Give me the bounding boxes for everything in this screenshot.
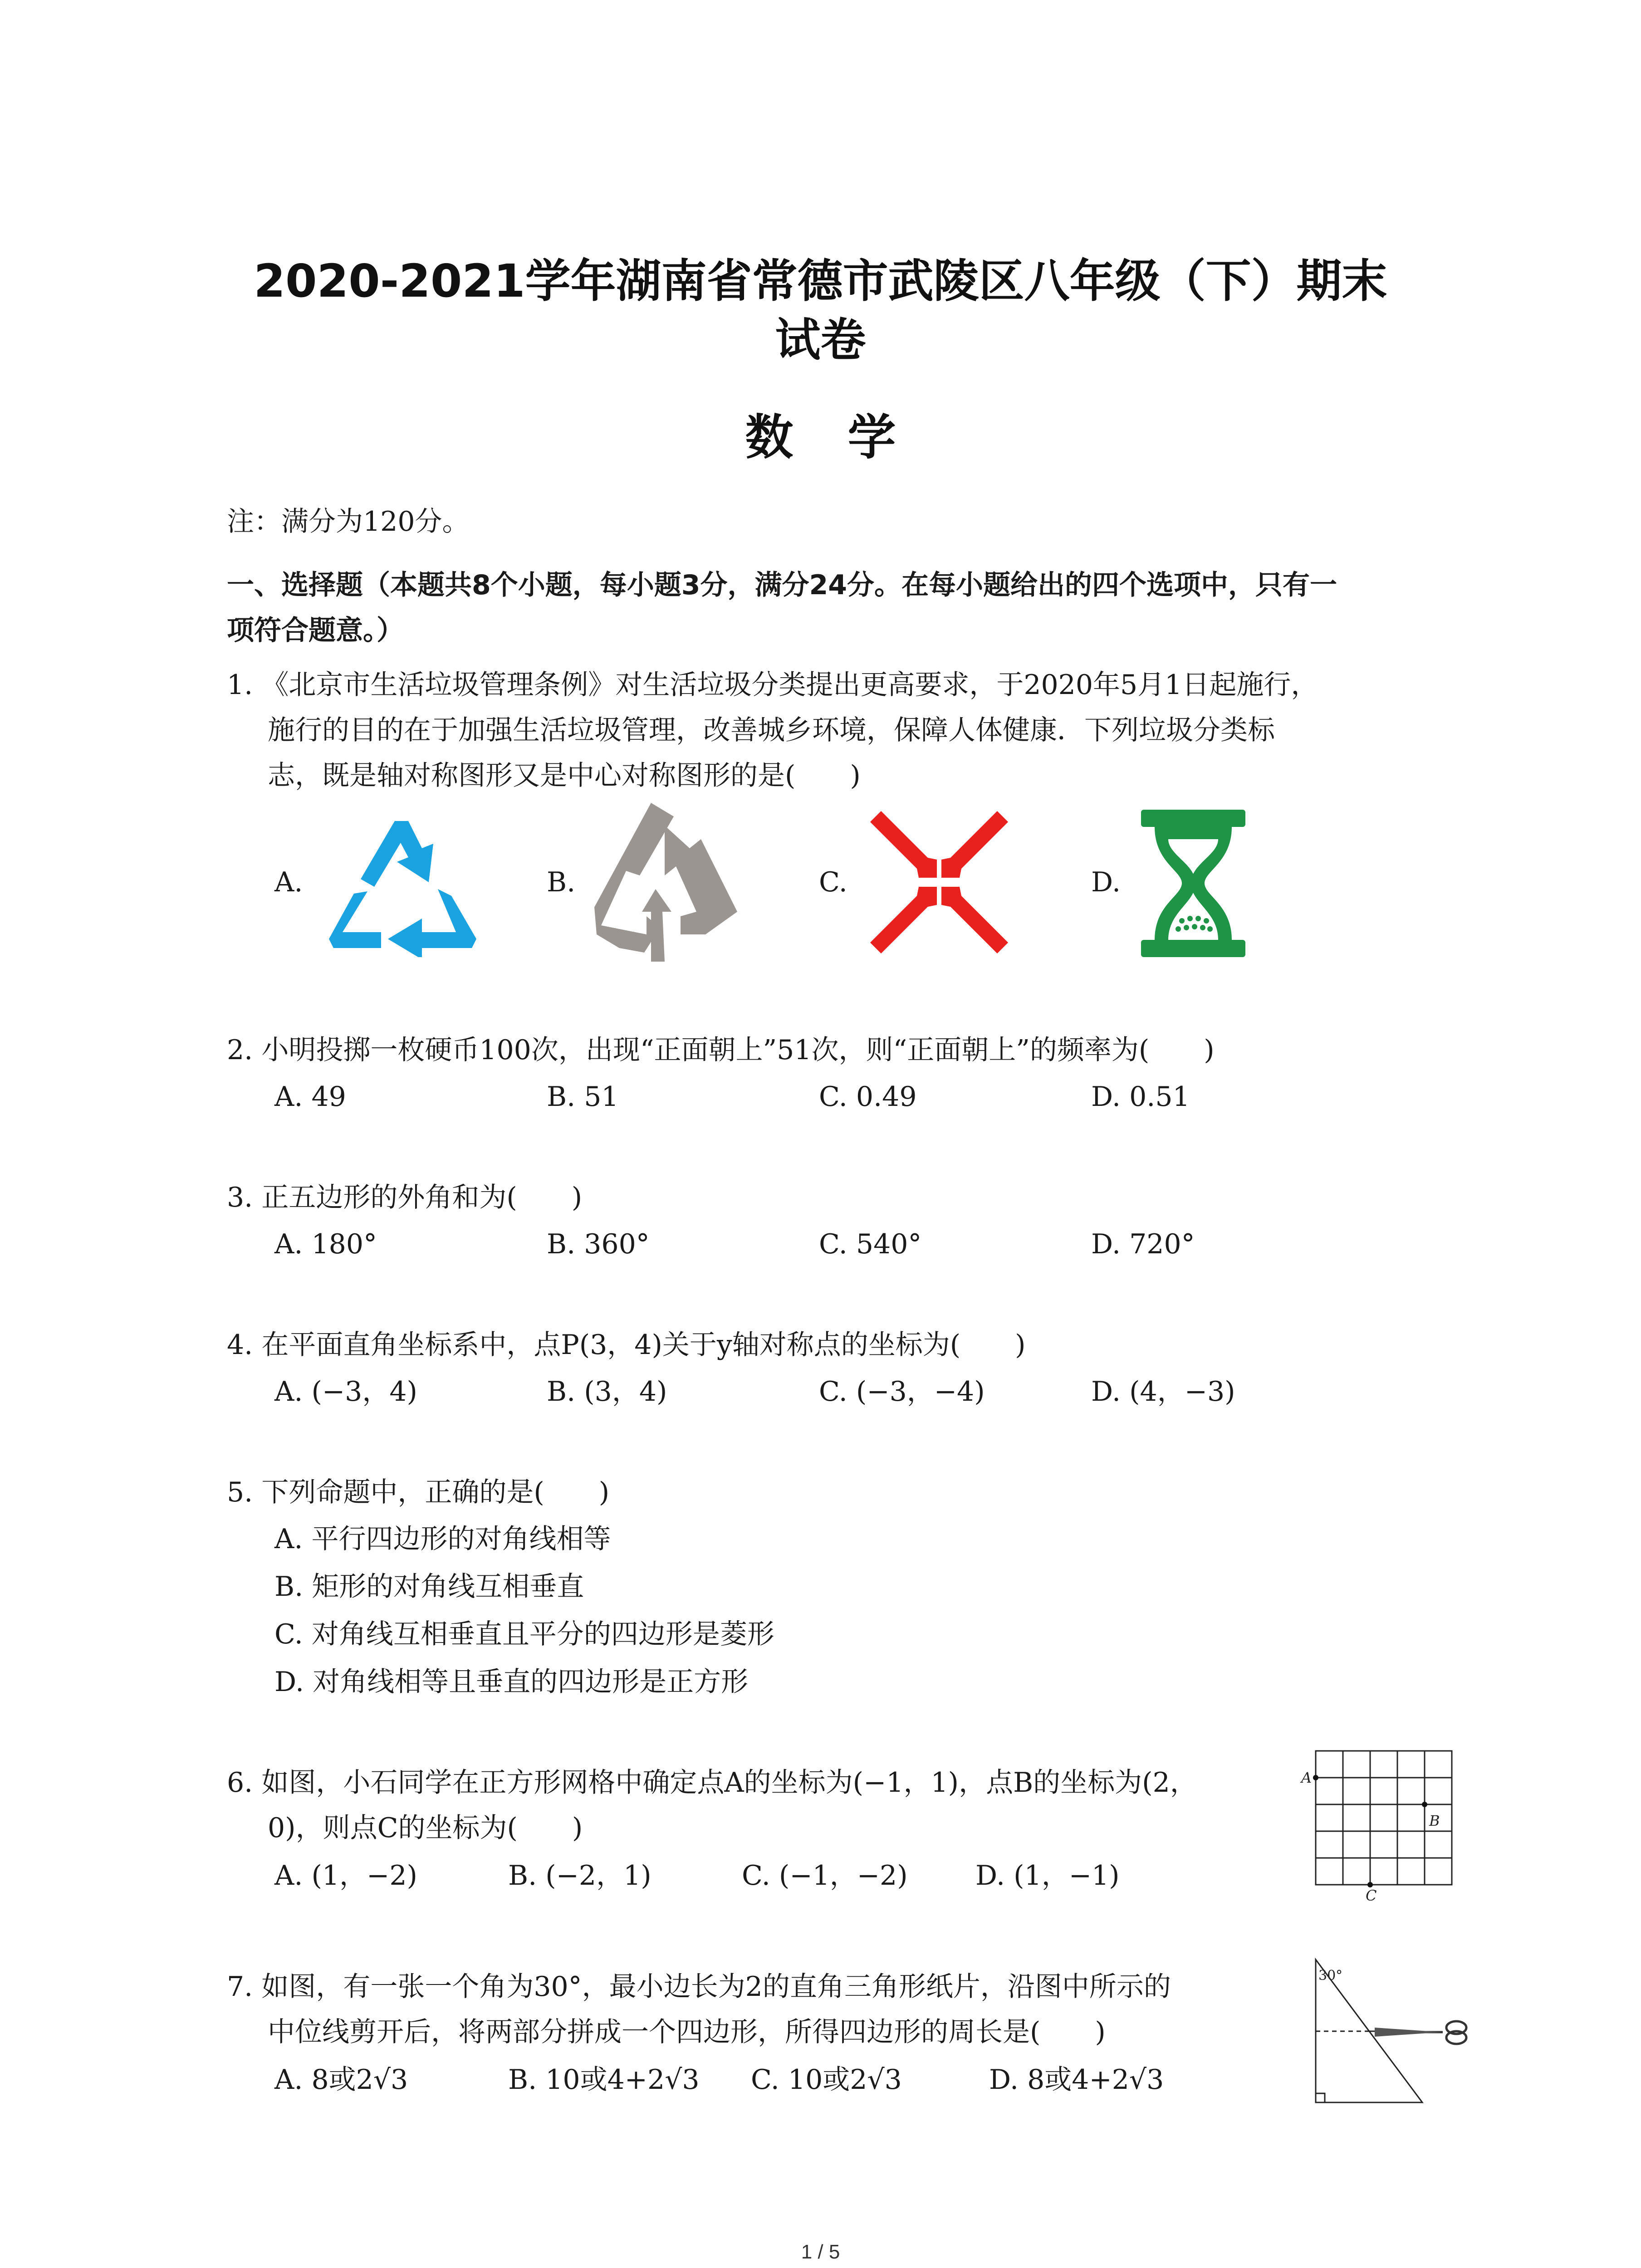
page-number: 1 / 5: [801, 2241, 840, 2263]
option-d: D. 720°: [1091, 1228, 1195, 1260]
option-a: A. 平行四边形的对角线相等: [274, 1523, 611, 1555]
option-a: A. 49: [274, 1081, 346, 1113]
option-c: C. 0.49: [819, 1081, 917, 1113]
option-label: A.: [274, 866, 303, 898]
question-7-text: 7. 如图，有一张一个角为30°，最小边长为2的直角三角形纸片，沿图中所示的: [227, 1971, 1171, 2003]
option-c: C. (−1，−2): [742, 1860, 908, 1892]
option-c: C. 10或2√3: [751, 2064, 902, 2096]
question-4-text: 4. 在平面直角坐标系中，点P(3，4)关于y轴对称点的坐标为( ): [227, 1329, 1026, 1361]
grid-figure: [1288, 1746, 1461, 1901]
option-c: C. 540°: [819, 1228, 922, 1260]
option-label: C.: [819, 866, 847, 898]
option-b: B. 10或4+2√3: [508, 2064, 700, 2096]
option-b: B. 360°: [547, 1228, 650, 1260]
scissors-icon: [1375, 2021, 1466, 2044]
option-d: D. 8或4+2√3: [989, 2064, 1164, 2096]
option-a: A. 8或2√3: [274, 2064, 408, 2096]
question-6-text: 0)，则点C的坐标为( ): [268, 1812, 583, 1844]
option-c: C. 对角线互相垂直且平分的四边形是菱形: [274, 1618, 774, 1650]
page-title-line2: 试卷: [775, 313, 866, 367]
grid-label-b: B: [1429, 1812, 1440, 1829]
grid-label-c: C: [1366, 1887, 1377, 1901]
question-7-text: 中位线剪开后，将两部分拼成一个四边形，所得四边形的周长是( ): [268, 2016, 1106, 2048]
option-b: B. 矩形的对角线互相垂直: [274, 1571, 584, 1603]
gray-arrow-triangle-icon: [592, 798, 740, 966]
green-hourglass-icon: [1136, 807, 1250, 959]
red-inward-arrows-icon: [869, 810, 1009, 955]
option-d: D. 0.51: [1091, 1081, 1190, 1113]
subject-heading: 数学: [745, 410, 950, 465]
option-label: D.: [1091, 866, 1121, 898]
section-heading: 一、选择题（本题共8个小题，每小题3分，满分24分。在每小题给出的四个选项中，只有一: [227, 569, 1337, 601]
option-b: B. (−2，1): [508, 1860, 652, 1892]
option-c: C. (−3，−4): [819, 1376, 985, 1408]
option-label: B.: [547, 866, 576, 898]
question-2-text: 2. 小明投掷一枚硬币100次，出现“正面朝上”51次，则“正面朝上”的频率为( ): [227, 1034, 1215, 1066]
angle-label: 30°: [1318, 1968, 1343, 1984]
grid-label-a: A: [1301, 1769, 1312, 1786]
option-b: B. (3，4): [547, 1376, 667, 1408]
question-1-text: 1. 《北京市生活垃圾管理条例》对生活垃圾分类提出更高要求，于2020年5月1日起施行，: [227, 669, 1318, 701]
section-heading-line2: 项符合题意。）: [227, 615, 404, 646]
option-a: A. 180°: [274, 1228, 377, 1260]
recycle-triangle-icon: [324, 807, 481, 957]
score-note: 注：满分为120分。: [227, 506, 470, 538]
question-3-text: 3. 正五边形的外角和为( ): [227, 1182, 583, 1213]
triangle-figure: [1307, 1955, 1502, 2109]
question-6-text: 6. 如图，小石同学在正方形网格中确定点A的坐标为(−1，1)，点B的坐标为(2，: [227, 1767, 1197, 1799]
option-d: D. (1，−1): [975, 1860, 1120, 1892]
option-d: D. (4，−3): [1091, 1376, 1235, 1408]
question-1-text: 施行的目的在于加强生活垃圾管理，改善城乡环境，保障人体健康．下列垃圾分类标: [268, 714, 1275, 746]
option-b: B. 51: [547, 1081, 619, 1113]
page-title: 2020-2021学年湖南省常德市武陵区八年级（下）期末: [254, 254, 1387, 308]
question-5-text: 5. 下列命题中，正确的是( ): [227, 1476, 610, 1508]
option-a: A. (−3，4): [274, 1376, 417, 1408]
option-d: D. 对角线相等且垂直的四边形是正方形: [274, 1666, 749, 1698]
question-1-text: 志，既是轴对称图形又是中心对称图形的是( ): [268, 760, 861, 792]
option-a: A. (1，−2): [274, 1860, 417, 1892]
